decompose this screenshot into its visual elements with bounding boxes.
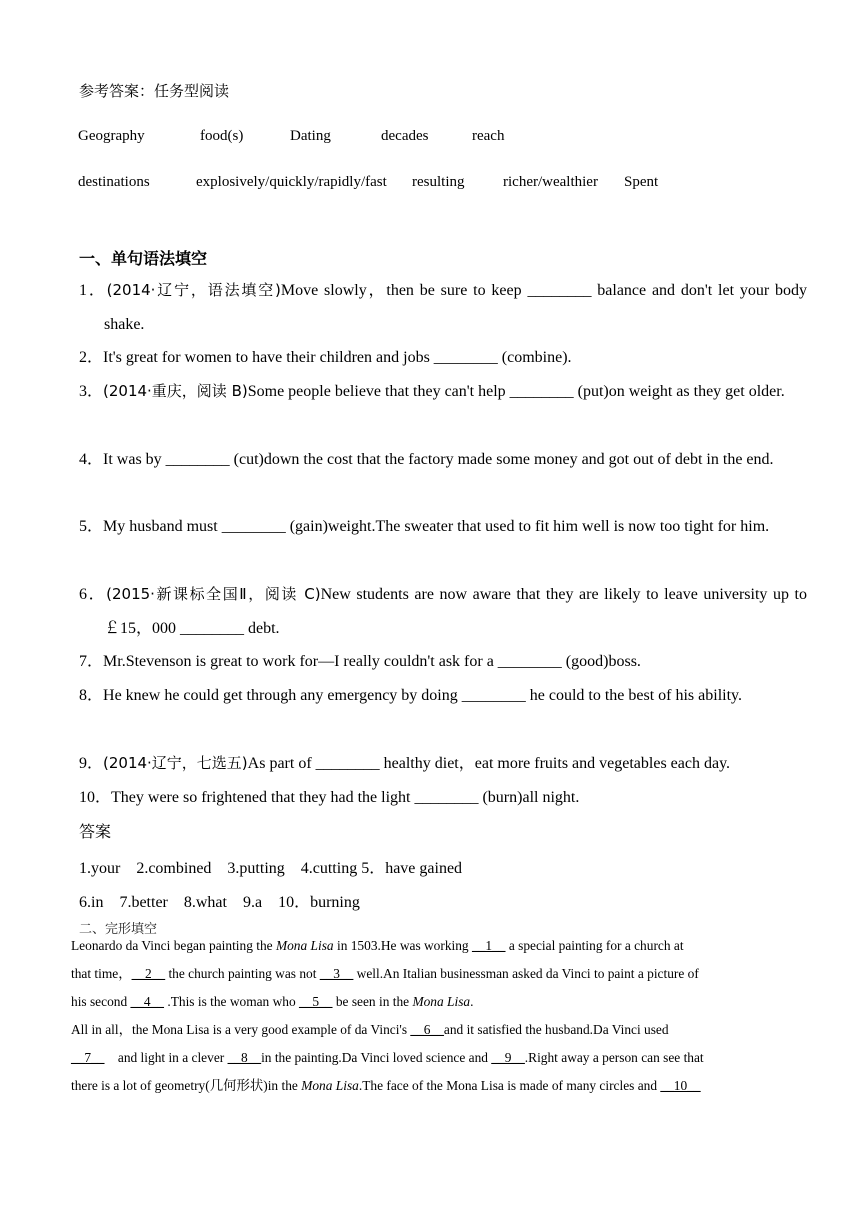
question-number: 6． (79, 586, 107, 603)
question-text: Move slowly，then be sure to keep ________ balance and don't let your body shake. (104, 282, 807, 333)
question-number: 4． (79, 451, 104, 468)
cloze-text: in the painting.Da Vinci loved science and (261, 1050, 492, 1065)
reference-word: resulting (412, 174, 465, 190)
reference-word: destinations (78, 174, 150, 190)
answer-title: 答案 (79, 822, 112, 841)
cloze-text: and light in a clever (104, 1050, 228, 1065)
question-number: 1． (79, 282, 107, 299)
question-8 (79, 679, 807, 713)
cloze-blank: __7__ (71, 1050, 105, 1065)
cloze-line (71, 1044, 791, 1072)
cloze-text: there is a lot of geometry(几何形状)in the (71, 1078, 302, 1093)
question-number: 7． (79, 653, 104, 670)
cloze-passage (71, 932, 791, 1100)
cloze-text: Mona Lisa (275, 938, 334, 953)
question-number: 2． (79, 349, 104, 366)
question-number: 10． (79, 789, 112, 806)
cloze-line (71, 988, 791, 1016)
cloze-blank: __2__ (131, 966, 166, 981)
question-1 (79, 274, 807, 341)
reference-word: Dating (290, 128, 331, 144)
reference-word: food(s) (200, 128, 244, 144)
question-number: 3． (79, 383, 104, 400)
question-text: He knew he could get through any emergency by doing ________ he could to the best of his ability. (103, 687, 742, 704)
reference-word: explosively/quickly/rapidly/fast (196, 174, 387, 190)
cloze-text: in 1503.He was working (333, 938, 472, 953)
cloze-line (71, 932, 791, 960)
cloze-text: that time， (71, 966, 132, 981)
question-text: My husband must ________ (gain)weight.The sweater that used to fit him well is now too tight for him. (103, 518, 770, 535)
question-2 (79, 341, 807, 375)
answer-line-2: 6.in 7.better 8.what 9.a 10．burning (79, 894, 360, 911)
question-source: (2014·辽宁，语法填空) (106, 281, 281, 299)
reference-title: 参考答案：任务型阅读 (79, 84, 230, 100)
cloze-blank: __9__ (491, 1050, 525, 1065)
question-text: New students are now aware that they are likely to leave university up to ￡15，000 ________ debt. (104, 586, 807, 637)
cloze-text: Mona Lisa (301, 1078, 359, 1093)
question-text: Some people believe that they can't help ________ (put)on weight as they get older. (247, 383, 785, 400)
cloze-blank: __3__ (319, 966, 354, 981)
cloze-blank: __10__ (660, 1078, 701, 1093)
cloze-text: .The face of the Mona Lisa is made of many circles and (358, 1078, 661, 1093)
question-4 (79, 443, 807, 477)
question-6 (79, 578, 807, 645)
cloze-text: and it satisfied the husband.Da Vinci used (443, 1022, 669, 1037)
cloze-text: Mona Lisa (412, 994, 471, 1009)
reference-word: reach (472, 128, 505, 144)
reference-word: richer/wealthier (503, 174, 598, 190)
cloze-line (71, 960, 791, 988)
cloze-text: the church painting was not (165, 966, 320, 981)
reference-word: Geography (78, 128, 145, 144)
cloze-text: well.An Italian businessman asked da Vinci to paint a picture of (353, 966, 699, 981)
cloze-text: a special painting for a church at (505, 938, 684, 953)
cloze-blank: __8__ (227, 1050, 262, 1065)
reference-word: decades (381, 128, 429, 144)
question-number: 8． (79, 687, 104, 704)
cloze-blank: __5__ (299, 994, 333, 1009)
cloze-blank: __6__ (410, 1022, 444, 1037)
cloze-text: Leonardo da Vinci began painting the (71, 938, 276, 953)
cloze-blank: __4__ (130, 994, 164, 1009)
cloze-line (71, 1072, 791, 1100)
question-10 (79, 781, 807, 815)
question-text: They were so frightened that they had the light ________ (burn)all night. (111, 789, 580, 806)
question-text: It's great for women to have their children and jobs ________ (combine). (103, 349, 572, 366)
question-source: (2014·辽宁，七选五) (103, 754, 248, 772)
cloze-text: . (470, 994, 474, 1009)
section-1-title: 一、单句语法填空 (79, 249, 208, 268)
cloze-text: .This is the woman who (164, 994, 300, 1009)
section-2-title: 二、完形填空 (79, 922, 158, 937)
cloze-blank: __1__ (471, 938, 506, 953)
question-7 (79, 645, 807, 679)
question-text: It was by ________ (cut)down the cost that the factory made some money and got out of debt in the end. (103, 451, 774, 468)
cloze-line (71, 1016, 791, 1044)
question-text: Mr.Stevenson is great to work for—I really couldn't ask for a ________ (good)boss. (103, 653, 641, 670)
reference-word: Spent (624, 174, 659, 190)
question-source: (2015·新课标全国Ⅱ，阅读 C) (106, 585, 321, 603)
question-3 (79, 375, 807, 409)
question-number: 5． (79, 518, 104, 535)
answer-line-1: 1.your 2.combined 3.putting 4.cutting 5．have gained (79, 860, 463, 877)
cloze-text: be seen in the (332, 994, 413, 1009)
cloze-text: All in all，the Mona Lisa is a very good example of da Vinci's (71, 1022, 411, 1037)
question-9 (79, 747, 807, 781)
question-source: (2014·重庆，阅读 B) (103, 382, 248, 400)
question-text: As part of ________ healthy diet，eat more fruits and vegetables each day. (247, 755, 731, 772)
question-number: 9． (79, 755, 104, 772)
cloze-text: his second (71, 994, 131, 1009)
question-5 (79, 510, 807, 544)
cloze-text: .Right away a person can see that (524, 1050, 704, 1065)
